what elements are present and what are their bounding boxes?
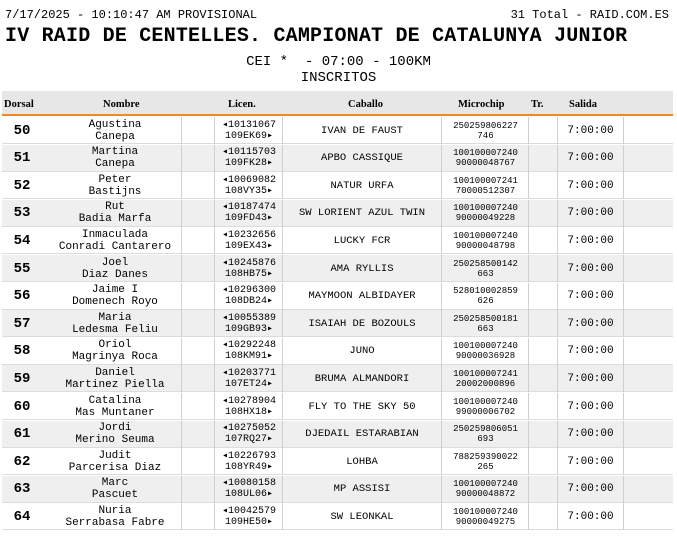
- table-row: [2, 393, 673, 420]
- dorsal-number: 61: [13, 426, 31, 443]
- rider-last-name: Ledesma Feliu: [72, 323, 158, 336]
- license-cell: [216, 283, 282, 310]
- rider-license: ◂10080158: [221, 478, 277, 490]
- start-time: 7:00:00: [558, 283, 624, 310]
- microchip-cell: [443, 283, 528, 310]
- microchip-cell: [443, 200, 528, 227]
- rider-name: [46, 200, 184, 227]
- rider-first-name: Daniel: [95, 366, 135, 379]
- empty-cell: [624, 255, 673, 282]
- transfer-cell: [528, 200, 558, 227]
- license-cell: [216, 448, 282, 475]
- rider-last-name: Bastijns: [88, 185, 142, 198]
- rider-first-name: Rut: [105, 201, 125, 214]
- rider-name: [46, 421, 184, 448]
- rider-first-name: Catalina: [88, 394, 142, 407]
- microchip-part2: 663: [477, 268, 494, 279]
- rider-license: ◂10245876: [221, 257, 277, 269]
- empty-cell: [624, 310, 673, 337]
- rider-name: [46, 476, 184, 503]
- horse-name: AMA RYLLIS: [282, 255, 442, 282]
- microchip-part2: 693: [477, 434, 494, 445]
- col-tr: Tr.: [531, 99, 544, 110]
- rider-license: ◂10232656: [221, 229, 277, 241]
- rider-first-name: Martina: [91, 146, 139, 159]
- rider-license: ◂10275052: [221, 423, 277, 435]
- rider-first-name: Joel: [101, 256, 129, 269]
- microchip-cell: [443, 365, 528, 392]
- dorsal-number: 55: [13, 260, 31, 277]
- rider-license: ◂10069082: [221, 174, 277, 186]
- rider-first-name: Oriol: [98, 339, 132, 352]
- empty-cell: [624, 117, 673, 144]
- empty-cell: [181, 448, 215, 475]
- microchip-cell: [443, 172, 528, 199]
- start-time: 7:00:00: [558, 476, 624, 503]
- horse-license: 109GB93▸: [224, 323, 274, 335]
- microchip-part2: 265: [477, 461, 494, 472]
- transfer-cell: [528, 476, 558, 503]
- dorsal-number: 58: [13, 343, 31, 360]
- microchip-part2: 90000036928: [455, 351, 516, 362]
- col-licen: Licen.: [228, 99, 256, 110]
- rider-license: ◂10296300: [221, 285, 277, 297]
- license-cell: [216, 476, 282, 503]
- rider-first-name: Nuria: [98, 504, 132, 517]
- empty-cell: [181, 503, 215, 530]
- license-cell: [216, 172, 282, 199]
- start-time: 7:00:00: [558, 393, 624, 420]
- transfer-cell: [528, 310, 558, 337]
- dorsal-number: 60: [13, 398, 31, 415]
- empty-cell: [624, 200, 673, 227]
- table-row: [2, 338, 673, 365]
- start-time: 7:00:00: [558, 338, 624, 365]
- dorsal-number: 56: [13, 288, 31, 305]
- microchip-part2: 90000048798: [455, 240, 516, 251]
- microchip-cell: [443, 503, 528, 530]
- rider-license: ◂10203771: [221, 367, 277, 379]
- empty-cell: [624, 421, 673, 448]
- rider-last-name: Pascuet: [91, 489, 139, 502]
- microchip-cell: [443, 338, 528, 365]
- microchip-part1: 100100007240: [453, 506, 518, 517]
- empty-cell: [624, 283, 673, 310]
- empty-cell: [181, 200, 215, 227]
- transfer-cell: [528, 393, 558, 420]
- rider-name: [46, 172, 184, 199]
- col-caballo: Caballo: [348, 99, 384, 110]
- microchip-part2: 663: [477, 323, 494, 334]
- col-dorsal: Dorsal: [4, 99, 34, 110]
- rider-last-name: Diaz Danes: [81, 268, 148, 281]
- col-microchip: Microchip: [458, 99, 505, 110]
- horse-name: MAYMOON ALBIDAYER: [282, 283, 442, 310]
- horse-license: 109EX43▸: [224, 240, 274, 252]
- transfer-cell: [528, 283, 558, 310]
- empty-cell: [181, 421, 215, 448]
- empty-cell: [181, 227, 215, 254]
- horse-license: 107ET24▸: [224, 378, 274, 390]
- horse-license: 108YR49▸: [224, 461, 274, 473]
- rider-license: ◂10278904: [221, 395, 277, 407]
- transfer-cell: [528, 227, 558, 254]
- empty-cell: [181, 393, 215, 420]
- microchip-part1: 100100007240: [453, 230, 518, 241]
- microchip-part1: 100100007240: [453, 479, 518, 490]
- rider-license: ◂10115703: [221, 147, 277, 159]
- microchip-cell: [443, 421, 528, 448]
- table-row: [2, 310, 673, 337]
- rider-first-name: Peter: [98, 173, 132, 186]
- horse-license: 108HX18▸: [224, 406, 274, 418]
- rider-name: [46, 448, 184, 475]
- horse-license: 108DB24▸: [224, 296, 274, 308]
- print-timestamp: 7/17/2025 - 10:10:47 AM PROVISIONAL: [5, 8, 258, 22]
- rider-first-name: Jordi: [98, 422, 132, 435]
- microchip-cell: [443, 448, 528, 475]
- microchip-part2: 70000512307: [455, 185, 516, 196]
- microchip-cell: [443, 227, 528, 254]
- microchip-part2: 20002000896: [455, 378, 516, 389]
- license-cell: [216, 255, 282, 282]
- microchip-part2: 90000048872: [455, 489, 516, 500]
- license-cell: [216, 393, 282, 420]
- table-header: [2, 91, 673, 116]
- dorsal-number: 59: [13, 370, 31, 387]
- microchip-part2: 90000049228: [455, 213, 516, 224]
- start-time: 7:00:00: [558, 145, 624, 172]
- empty-cell: [181, 365, 215, 392]
- empty-cell: [181, 145, 215, 172]
- rider-last-name: Mas Muntaner: [75, 406, 155, 419]
- horse-name: ISAIAH DE BOZOULS: [282, 310, 442, 337]
- license-cell: [216, 338, 282, 365]
- empty-cell: [624, 227, 673, 254]
- transfer-cell: [528, 117, 558, 144]
- start-time: 7:00:00: [558, 365, 624, 392]
- rider-license: ◂10187474: [221, 202, 277, 214]
- license-cell: [216, 310, 282, 337]
- rider-name: [46, 338, 184, 365]
- license-cell: [216, 503, 282, 530]
- rider-name: [46, 255, 184, 282]
- horse-name: LOHBA: [282, 448, 442, 475]
- empty-cell: [624, 448, 673, 475]
- rider-last-name: Merino Seuma: [75, 434, 155, 447]
- horse-name: FLY TO THE SKY 50: [282, 393, 442, 420]
- microchip-cell: [443, 117, 528, 144]
- dorsal-number: 51: [13, 150, 31, 167]
- table-row: [2, 448, 673, 475]
- rider-name: [46, 393, 184, 420]
- transfer-cell: [528, 448, 558, 475]
- total-count: 31 Total - RAID.COM.ES: [510, 8, 669, 22]
- transfer-cell: [528, 503, 558, 530]
- rider-first-name: Inmaculada: [81, 228, 148, 241]
- empty-cell: [624, 503, 673, 530]
- microchip-part1: 100100007241: [453, 175, 518, 186]
- horse-name: JUNO: [282, 338, 442, 365]
- empty-cell: [624, 476, 673, 503]
- rider-first-name: Jaime I: [91, 284, 139, 297]
- list-heading: INSCRITOS: [300, 70, 377, 86]
- microchip-part1: 250259806227: [453, 120, 518, 131]
- empty-cell: [624, 393, 673, 420]
- rider-last-name: Canepa: [95, 158, 135, 171]
- dorsal-number: 54: [13, 232, 31, 249]
- horse-name: APBO CASSIQUE: [282, 145, 442, 172]
- rider-last-name: Badia Marfa: [78, 213, 152, 226]
- rider-name: [46, 503, 184, 530]
- table-row: [2, 172, 673, 199]
- microchip-part2: 626: [477, 296, 494, 307]
- rider-license: ◂10226793: [221, 450, 277, 462]
- horse-license: 109HE50▸: [224, 516, 274, 528]
- horse-license: 108HB75▸: [224, 268, 274, 280]
- empty-cell: [181, 172, 215, 199]
- transfer-cell: [528, 172, 558, 199]
- empty-cell: [624, 145, 673, 172]
- microchip-part1: 250258500142: [453, 258, 518, 269]
- horse-name: LUCKY FCR: [282, 227, 442, 254]
- microchip-cell: [443, 310, 528, 337]
- start-time: 7:00:00: [558, 172, 624, 199]
- event-title: IV RAID DE CENTELLES. CAMPIONAT DE CATALUNYA JUNIOR: [5, 25, 628, 48]
- rider-name: [46, 310, 184, 337]
- col-nombre: Nombre: [103, 99, 140, 110]
- empty-cell: [181, 117, 215, 144]
- table-row: [2, 117, 673, 144]
- rider-license: ◂10042579: [221, 505, 277, 517]
- empty-cell: [624, 365, 673, 392]
- rider-first-name: Marc: [101, 477, 129, 490]
- horse-license: 108VY35▸: [224, 185, 274, 197]
- start-time: 7:00:00: [558, 421, 624, 448]
- start-time: 7:00:00: [558, 255, 624, 282]
- license-cell: [216, 117, 282, 144]
- empty-cell: [181, 310, 215, 337]
- dorsal-number: 62: [13, 453, 31, 470]
- microchip-cell: [443, 476, 528, 503]
- rider-last-name: Parcerisa Diaz: [68, 461, 162, 474]
- start-time: 7:00:00: [558, 448, 624, 475]
- horse-name: IVAN DE FAUST: [282, 117, 442, 144]
- horse-name: DJEDAIL ESTARABIAN: [282, 421, 442, 448]
- table-row: [2, 255, 673, 282]
- table-row: [2, 503, 673, 530]
- rider-license: ◂10055389: [221, 312, 277, 324]
- transfer-cell: [528, 255, 558, 282]
- start-time: 7:00:00: [558, 117, 624, 144]
- rider-last-name: Magrinya Roca: [72, 351, 158, 364]
- rider-name: [46, 365, 184, 392]
- competition-info: CEI * - 07:00 - 100KM: [246, 54, 431, 70]
- rider-name: [46, 117, 184, 144]
- license-cell: [216, 421, 282, 448]
- rider-first-name: Maria: [98, 311, 132, 324]
- license-cell: [216, 200, 282, 227]
- microchip-part1: 788259390022: [453, 451, 518, 462]
- empty-cell: [181, 338, 215, 365]
- rider-name: [46, 145, 184, 172]
- transfer-cell: [528, 421, 558, 448]
- license-cell: [216, 227, 282, 254]
- license-cell: [216, 145, 282, 172]
- table-row: [2, 421, 673, 448]
- microchip-part1: 100100007241: [453, 368, 518, 379]
- microchip-part1: 100100007240: [453, 148, 518, 159]
- report-header-line: [5, 9, 669, 22]
- microchip-part1: 250258500181: [453, 313, 518, 324]
- microchip-part2: 90000048767: [455, 158, 516, 169]
- microchip-part2: 90000049275: [455, 516, 516, 527]
- start-time: 7:00:00: [558, 310, 624, 337]
- rider-first-name: Judit: [98, 449, 132, 462]
- rider-last-name: Conradi Cantarero: [58, 240, 172, 253]
- horse-license: 108KM91▸: [224, 351, 274, 363]
- transfer-cell: [528, 365, 558, 392]
- dorsal-number: 57: [13, 315, 31, 332]
- transfer-cell: [528, 338, 558, 365]
- horse-name: MP ASSISI: [282, 476, 442, 503]
- table-row: [2, 227, 673, 254]
- microchip-cell: [443, 393, 528, 420]
- horse-license: 109FD43▸: [224, 213, 274, 225]
- horse-name: SW LEONKAL: [282, 503, 442, 530]
- rider-license: ◂10292248: [221, 340, 277, 352]
- dorsal-number: 63: [13, 481, 31, 498]
- table-row: [2, 476, 673, 503]
- dorsal-number: 50: [13, 122, 31, 139]
- start-time: 7:00:00: [558, 227, 624, 254]
- table-row: [2, 365, 673, 392]
- microchip-cell: [443, 145, 528, 172]
- microchip-part1: 100100007240: [453, 341, 518, 352]
- horse-name: NATUR URFA: [282, 172, 442, 199]
- dorsal-number: 52: [13, 177, 31, 194]
- microchip-part2: 746: [477, 130, 494, 141]
- table-row: [2, 145, 673, 172]
- empty-cell: [624, 172, 673, 199]
- start-time: 7:00:00: [558, 200, 624, 227]
- microchip-cell: [443, 255, 528, 282]
- rider-last-name: Canepa: [95, 130, 135, 143]
- rider-last-name: Martinez Piella: [65, 378, 165, 391]
- microchip-part1: 100100007240: [453, 396, 518, 407]
- empty-cell: [181, 255, 215, 282]
- rider-last-name: Serrabasa Fabre: [65, 516, 165, 529]
- dorsal-number: 64: [13, 508, 31, 525]
- microchip-part1: 100100007240: [453, 203, 518, 214]
- rider-name: [46, 227, 184, 254]
- horse-license: 108UL06▸: [224, 489, 274, 501]
- col-salida: Salida: [569, 99, 598, 110]
- start-time: 7:00:00: [558, 503, 624, 530]
- horse-license: 109EK69▸: [224, 130, 274, 142]
- horse-name: SW LORIENT AZUL TWIN: [282, 200, 442, 227]
- license-cell: [216, 365, 282, 392]
- transfer-cell: [528, 145, 558, 172]
- horse-license: 109FK28▸: [224, 158, 274, 170]
- rider-name: [46, 283, 184, 310]
- microchip-part1: 250259806051: [453, 424, 518, 435]
- rider-license: ◂10131067: [221, 119, 277, 131]
- table-row: [2, 200, 673, 227]
- rider-first-name: Agustina: [88, 118, 142, 131]
- empty-cell: [181, 283, 215, 310]
- dorsal-number: 53: [13, 205, 31, 222]
- rider-last-name: Domenech Royo: [72, 296, 158, 309]
- microchip-part1: 528010002859: [453, 286, 518, 297]
- horse-name: BRUMA ALMANDORI: [282, 365, 442, 392]
- table-row: [2, 283, 673, 310]
- empty-cell: [624, 338, 673, 365]
- empty-cell: [181, 476, 215, 503]
- microchip-part2: 99000006702: [455, 406, 516, 417]
- horse-license: 107RQ27▸: [224, 434, 274, 446]
